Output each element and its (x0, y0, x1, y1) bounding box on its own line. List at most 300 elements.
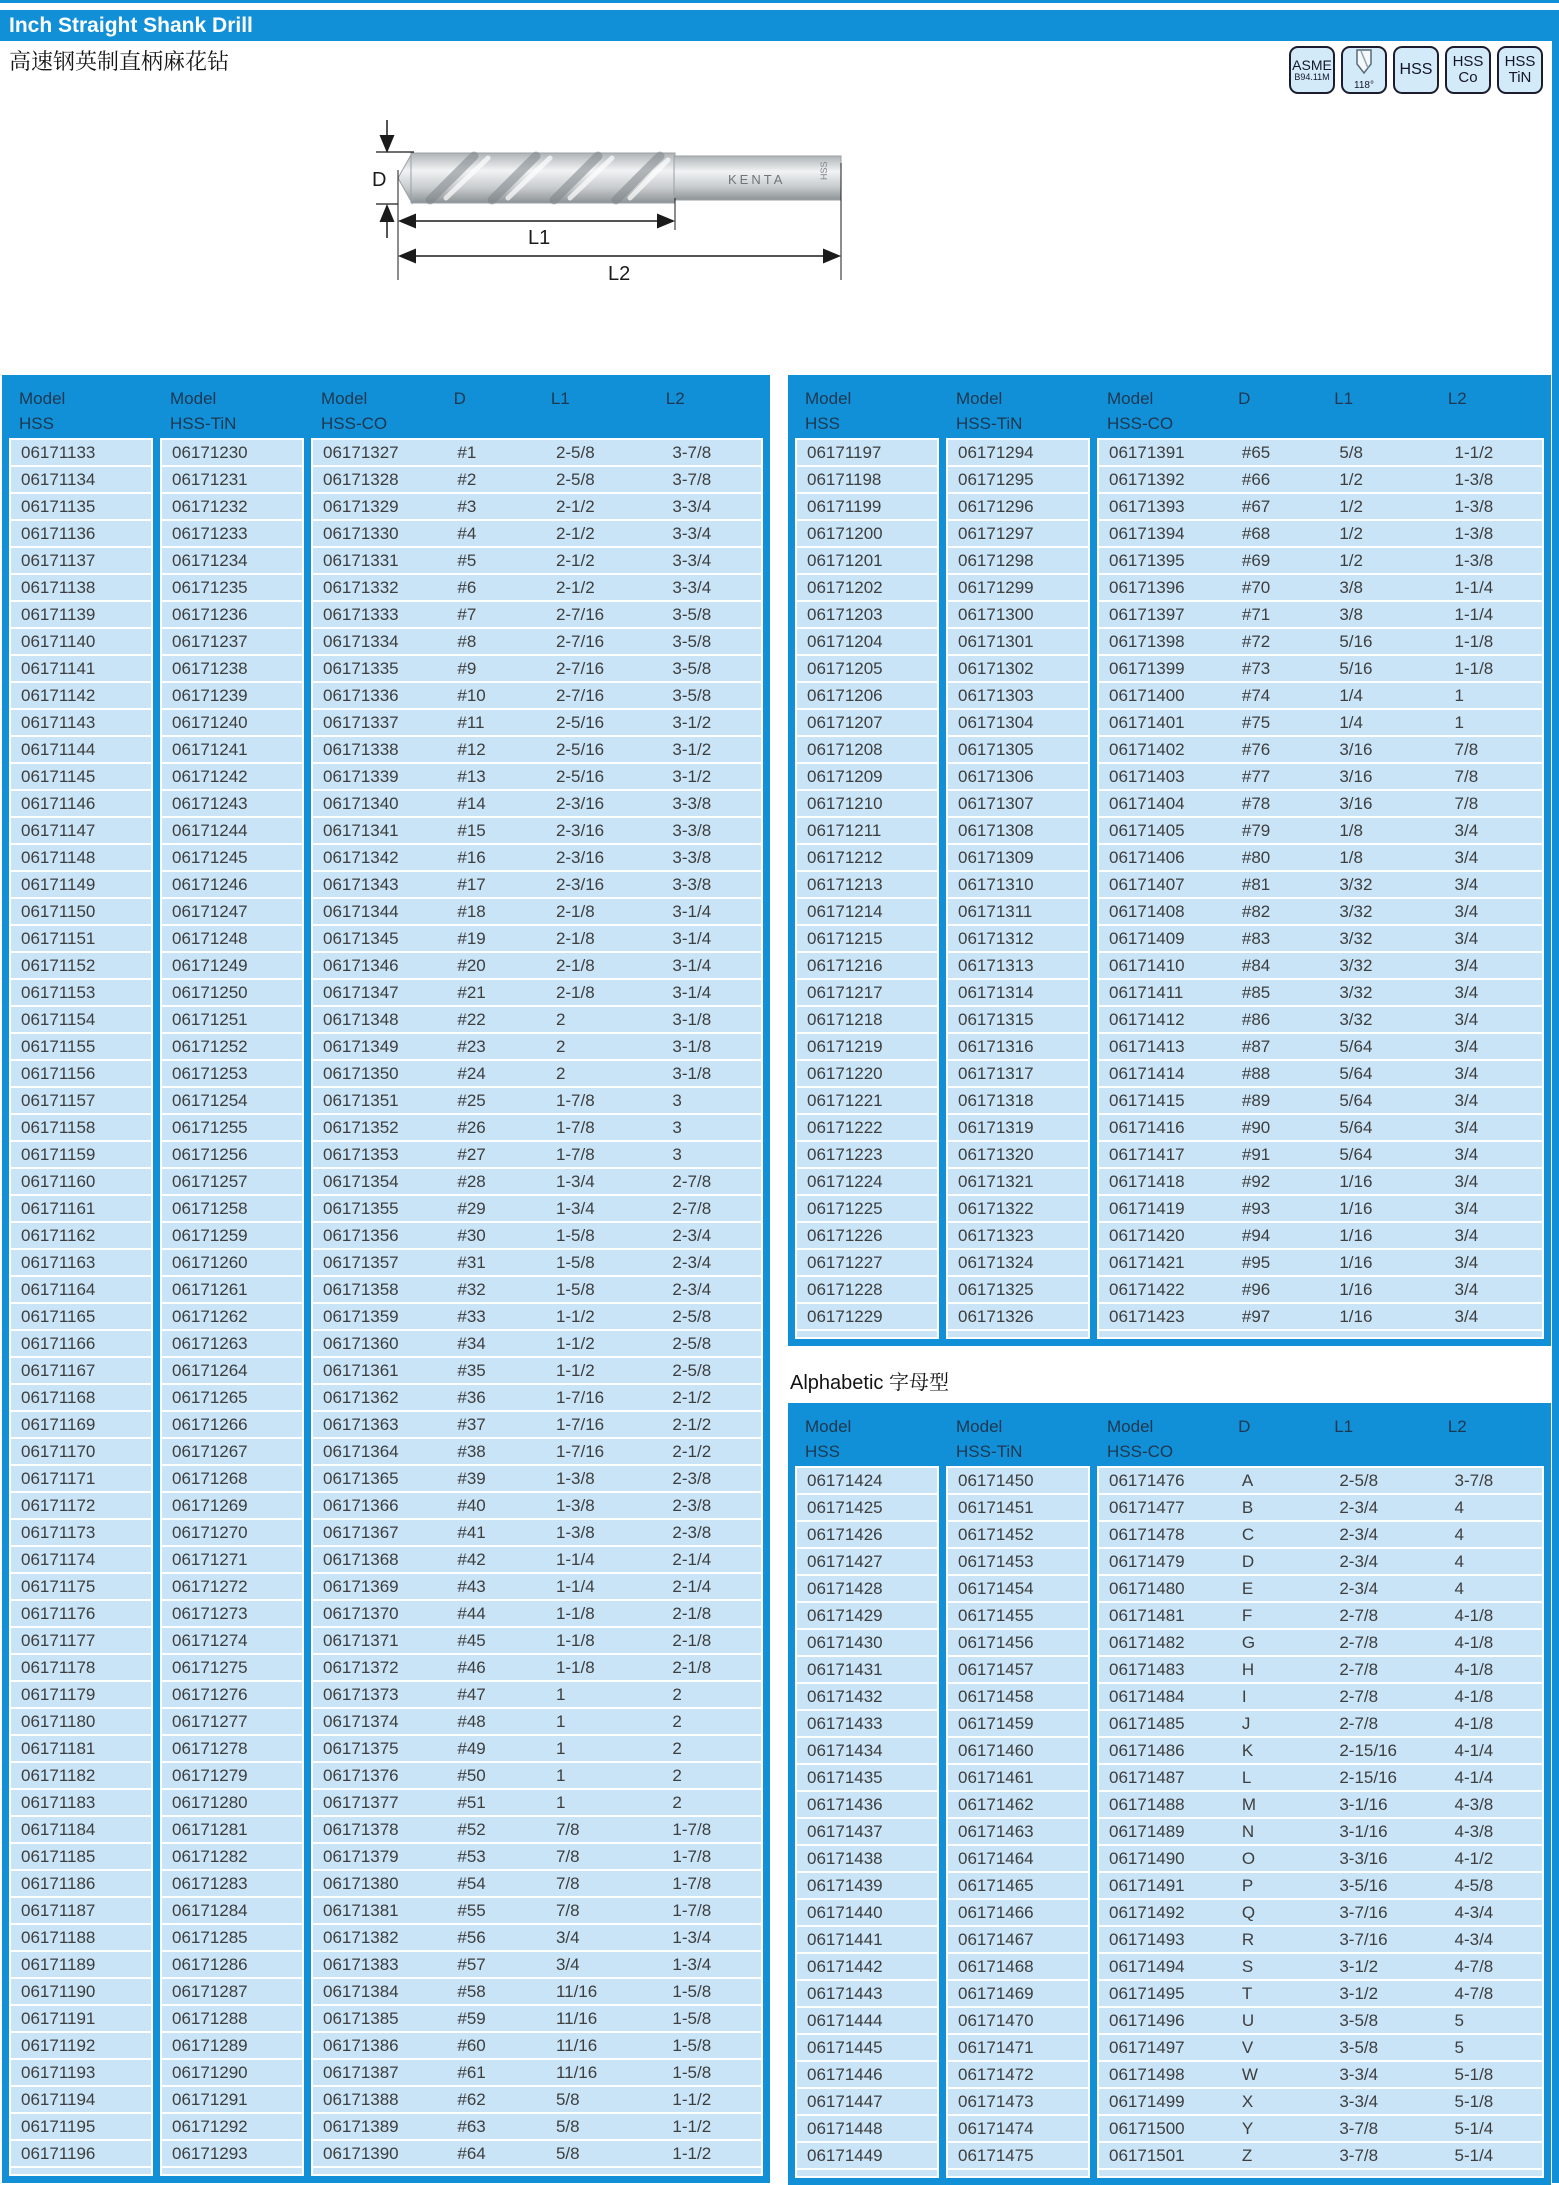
table-cell: 06171485 (1099, 1711, 1232, 1736)
table-cell: 1-3/4 (662, 1925, 761, 1950)
table-cell: 06171300 (948, 602, 1088, 627)
table-row (797, 1819, 937, 1844)
table-cell: 06171382 (313, 1925, 447, 1950)
table-cell: #83 (1232, 926, 1329, 951)
table-cell: 06171191 (11, 2006, 151, 2031)
table-cell: #38 (447, 1439, 546, 1464)
table-cell: 3-1/16 (1329, 1819, 1444, 1844)
table-cell: 06171465 (948, 1873, 1088, 1898)
table-cell: 06171316 (948, 1034, 1088, 1059)
table-cell: 4-1/8 (1445, 1603, 1542, 1628)
table-cell: #77 (1232, 764, 1329, 789)
table-cell: 5-1/4 (1445, 2143, 1542, 2168)
table-row (162, 1223, 302, 1248)
table-cell: 06171280 (162, 1790, 302, 1815)
table-cell: 3-7/8 (1329, 2116, 1444, 2141)
table-row (162, 1628, 302, 1653)
shank-material-mark: HSS (819, 161, 829, 180)
table-cell: 1-5/8 (662, 2033, 761, 2058)
table-cell: 06171217 (797, 980, 937, 1005)
table-row (162, 1871, 302, 1896)
table-cell: 2-1/8 (546, 899, 662, 924)
table-cell: 1-1/8 (546, 1628, 662, 1653)
table-cell: 06171433 (797, 1711, 937, 1736)
table-cell: 2-3/16 (546, 791, 662, 816)
table-row (797, 1468, 937, 1493)
table-row (1099, 467, 1542, 492)
table-cell: E (1232, 1576, 1329, 1601)
table-cell: 7/8 (546, 1871, 662, 1896)
table-row (11, 1304, 151, 1329)
table-cell: 11/16 (546, 1979, 662, 2004)
table-cell: 06171309 (948, 845, 1088, 870)
table-cell: 06171478 (1099, 1522, 1232, 1547)
table-row (797, 1277, 937, 1302)
table-row (162, 2033, 302, 2058)
table-cell: 4 (1445, 1495, 1542, 1520)
table-row (797, 629, 937, 654)
table-row (797, 1954, 937, 1979)
table-cell: 06171170 (11, 1439, 151, 1464)
table-row (797, 440, 937, 465)
table-cell: 06171260 (162, 1250, 302, 1275)
table-cell: 3/4 (1445, 899, 1542, 924)
table-cell: 3-3/4 (662, 548, 761, 573)
table-cell: #85 (1232, 980, 1329, 1005)
table-cell: 06171367 (313, 1520, 447, 1545)
table-cell: 06171500 (1099, 2116, 1232, 2141)
table-row (797, 2062, 937, 2087)
table-cell: 1-1/2 (546, 1304, 662, 1329)
table-cell: 1/16 (1329, 1196, 1444, 1221)
table-row (162, 1817, 302, 1842)
table-row (313, 2006, 761, 2031)
table-cell: #22 (447, 1007, 546, 1032)
table-cell: 06171452 (948, 1522, 1088, 1547)
table-cell: 06171462 (948, 1792, 1088, 1817)
table-cell: 06171467 (948, 1927, 1088, 1952)
table-row (948, 818, 1088, 843)
table-cell: 3/32 (1329, 899, 1444, 924)
table-cell: 06171264 (162, 1358, 302, 1383)
table-row (948, 1711, 1088, 1736)
table-cell: 3 (662, 1088, 761, 1113)
table-row (313, 1547, 761, 1572)
table-cell: 06171156 (11, 1061, 151, 1086)
table-cell: 2-1/8 (662, 1601, 761, 1626)
table-row (1099, 1115, 1542, 1140)
table-row (313, 1223, 761, 1248)
table-row (948, 1873, 1088, 1898)
table-row (313, 1682, 761, 1707)
table-cell: 06171481 (1099, 1603, 1232, 1628)
table-cell: 06171418 (1099, 1169, 1232, 1194)
table-row (11, 1169, 151, 1194)
table-cell: 06171442 (797, 1954, 937, 1979)
table-cell: #86 (1232, 1007, 1329, 1032)
table-cell: 06171427 (797, 1549, 937, 1574)
table-row (948, 494, 1088, 519)
table-row (313, 2087, 761, 2112)
table-cell: 2-1/2 (662, 1385, 761, 1410)
table-cell: B (1232, 1495, 1329, 1520)
table-cell: 2-1/2 (546, 494, 662, 519)
table-row (313, 1007, 761, 1032)
table-row (797, 1873, 937, 1898)
table-cell: #5 (447, 548, 546, 573)
table-row (948, 2008, 1088, 2033)
table-cell: 3-5/16 (1329, 1873, 1444, 1898)
table-row (162, 1925, 302, 1950)
table-cell: 06171268 (162, 1466, 302, 1491)
spec-badges (1289, 46, 1543, 94)
table-row (313, 575, 761, 600)
table-cell: 06171375 (313, 1736, 447, 1761)
table-row (162, 1250, 302, 1275)
table-cell: 06171241 (162, 737, 302, 762)
table-cell: 06171157 (11, 1088, 151, 1113)
table-row (948, 1495, 1088, 1520)
table-row (948, 710, 1088, 735)
table-cell: 06171143 (11, 710, 151, 735)
table-cell: 2-5/8 (662, 1304, 761, 1329)
table-row (797, 2089, 937, 2114)
table-cell: 3-1/4 (662, 980, 761, 1005)
table-cell: #25 (447, 1088, 546, 1113)
table-cell: 06171278 (162, 1736, 302, 1761)
table-cell: 3/4 (1445, 1115, 1542, 1140)
table-cell: 06171339 (313, 764, 447, 789)
table-cell: 06171417 (1099, 1142, 1232, 1167)
table-cell: 1-3/8 (1445, 494, 1542, 519)
table-cell: 2-5/16 (546, 710, 662, 735)
table-row (162, 953, 302, 978)
table-row (313, 2033, 761, 2058)
table-cell: 06171153 (11, 980, 151, 1005)
table-row (11, 1925, 151, 1950)
table-cell: 06171297 (948, 521, 1088, 546)
column-header-hss-co: Model D L1 L2 HSS-CO (1097, 382, 1544, 438)
table-row (948, 2089, 1088, 2114)
table-cell: 06171407 (1099, 872, 1232, 897)
table-row (313, 1304, 761, 1329)
table-row (948, 2143, 1088, 2168)
table-cell: 3-1/8 (662, 1061, 761, 1086)
table-cell: 2-7/8 (1329, 1657, 1444, 1682)
table-row (11, 845, 151, 870)
table-cell: 06171489 (1099, 1819, 1232, 1844)
table-cell: 06171422 (1099, 1277, 1232, 1302)
badge-hss-tin: HSS TiN (1497, 46, 1543, 94)
table-cell: 06171364 (313, 1439, 447, 1464)
table-cell: 06171266 (162, 1412, 302, 1437)
table-cell: 06171392 (1099, 467, 1232, 492)
table-cell: 06171136 (11, 521, 151, 546)
table-row (162, 1088, 302, 1113)
table-cell: 06171405 (1099, 818, 1232, 843)
table-row (948, 1603, 1088, 1628)
table-cell: 06171470 (948, 2008, 1088, 2033)
table-cell: #29 (447, 1196, 546, 1221)
table-cell: 06171348 (313, 1007, 447, 1032)
table-row (1099, 1142, 1542, 1167)
table-cell: 3/4 (546, 1952, 662, 1977)
table-cell: 1 (546, 1763, 662, 1788)
table-row (313, 1034, 761, 1059)
page-title-bar (0, 10, 1559, 41)
table-row (313, 1493, 761, 1518)
table-cell: 1/16 (1329, 1277, 1444, 1302)
table-row (162, 737, 302, 762)
table-cell: 1-3/8 (546, 1520, 662, 1545)
table-row (11, 1520, 151, 1545)
table-row (948, 980, 1088, 1005)
table-row (313, 1466, 761, 1491)
table-cell: 06171393 (1099, 494, 1232, 519)
table-cell: U (1232, 2008, 1329, 2033)
table-row (162, 845, 302, 870)
table-row (11, 1493, 151, 1518)
table-row (162, 2060, 302, 2085)
table-cell: 5/8 (546, 2087, 662, 2112)
table-row (11, 1088, 151, 1113)
table-row (313, 1277, 761, 1302)
table-row (1099, 1034, 1542, 1059)
table-cell: #23 (447, 1034, 546, 1059)
table-cell: 3/4 (1445, 980, 1542, 1005)
table-cell: #78 (1232, 791, 1329, 816)
table-row (797, 2116, 937, 2141)
table-row (797, 1522, 937, 1547)
table-cell: 3/4 (1445, 1196, 1542, 1221)
table-cell: #11 (447, 710, 546, 735)
table-cell: 06171196 (11, 2141, 151, 2166)
table-cell: H (1232, 1657, 1329, 1682)
table-cell: 06171244 (162, 818, 302, 843)
table-cell: 3/4 (1445, 926, 1542, 951)
table-row (797, 1684, 937, 1709)
table-row (11, 1601, 151, 1626)
table-row (1099, 1711, 1542, 1736)
table-cell: #45 (447, 1628, 546, 1653)
table-cell: 4 (1445, 1549, 1542, 1574)
table-cell: 1-3/4 (546, 1196, 662, 1221)
table-row (162, 1655, 302, 1680)
table-cell: 06171363 (313, 1412, 447, 1437)
table-row (162, 467, 302, 492)
table-cell: 3-7/8 (1445, 1468, 1542, 1493)
table-cell: 1-5/8 (662, 2006, 761, 2031)
table-cell: 06171409 (1099, 926, 1232, 951)
table-row (313, 521, 761, 546)
table-row (797, 1765, 937, 1790)
table-cell: 1-1/4 (546, 1547, 662, 1572)
table-cell: 06171448 (797, 2116, 937, 2141)
table-cell: 3-5/8 (662, 656, 761, 681)
table-cell: 1-7/8 (662, 1844, 761, 1869)
table-cell: 06171211 (797, 818, 937, 843)
table-cell: 3-7/8 (662, 440, 761, 465)
subtable-hss-co-dims (311, 382, 763, 2176)
table-cell: 2-1/8 (546, 953, 662, 978)
table-row (1099, 1846, 1542, 1871)
table-row (11, 1223, 151, 1248)
table-row (1099, 494, 1542, 519)
table-row (313, 818, 761, 843)
table-row (11, 683, 151, 708)
table-cell: 5/64 (1329, 1034, 1444, 1059)
table-cell: I (1232, 1684, 1329, 1709)
table-cell: 06171434 (797, 1738, 937, 1763)
table-cell: C (1232, 1522, 1329, 1547)
table-row (797, 737, 937, 762)
table-row (1099, 1738, 1542, 1763)
table-row (313, 1736, 761, 1761)
table-cell: 2-3/16 (546, 818, 662, 843)
table-cell: 06171411 (1099, 980, 1232, 1005)
table-cell: 1-3/4 (546, 1169, 662, 1194)
table-row (11, 602, 151, 627)
table-row (313, 1520, 761, 1545)
table-row (11, 575, 151, 600)
table-cell: 2-5/8 (1329, 1468, 1444, 1493)
table-cell: 06171369 (313, 1574, 447, 1599)
table-cell: 06171379 (313, 1844, 447, 1869)
table-cell: 06171444 (797, 2008, 937, 2033)
table-cell: 06171192 (11, 2033, 151, 2058)
table-cell: 06171188 (11, 1925, 151, 1950)
table-cell: #73 (1232, 656, 1329, 681)
table-cell: 06171140 (11, 629, 151, 654)
table-cell: 06171204 (797, 629, 937, 654)
table-row (1099, 899, 1542, 924)
table-cell: 06171227 (797, 1250, 937, 1275)
table-cell: 3-1/4 (662, 926, 761, 951)
table-cell: 06171368 (313, 1547, 447, 1572)
table-cell: 06171398 (1099, 629, 1232, 654)
table-cell: 06171469 (948, 1981, 1088, 2006)
table-cell: 5/8 (1329, 440, 1444, 465)
table-cell: 5 (1445, 2008, 1542, 2033)
table-row (162, 494, 302, 519)
table-row (162, 926, 302, 951)
table-cell: 1 (1445, 710, 1542, 735)
table-row (797, 1981, 937, 2006)
table-cell: 06171340 (313, 791, 447, 816)
table-row (313, 1763, 761, 1788)
table-cell: 3-7/8 (1329, 2143, 1444, 2168)
table-cell: 06171312 (948, 926, 1088, 951)
table-cell: 3/4 (546, 1925, 662, 1950)
table-cell: 4-1/8 (1445, 1630, 1542, 1655)
table-cell: 2-1/8 (662, 1628, 761, 1653)
table-cell: 2-1/2 (546, 575, 662, 600)
table-cell: 5/16 (1329, 656, 1444, 681)
table-cell: 2-1/4 (662, 1574, 761, 1599)
table-cell: 06171370 (313, 1601, 447, 1626)
table-row (797, 467, 937, 492)
top-rule (0, 0, 1559, 3)
table-row (162, 1358, 302, 1383)
table-row (948, 926, 1088, 951)
table-cell: D (1232, 1549, 1329, 1574)
table-cell: 06171328 (313, 467, 447, 492)
table-cell: 1/8 (1329, 818, 1444, 843)
table-row (11, 1844, 151, 1869)
table-cell: #62 (447, 2087, 546, 2112)
table-cell: 4-7/8 (1445, 1954, 1542, 1979)
table-cell: 2-1/2 (662, 1412, 761, 1437)
table-row (313, 1115, 761, 1140)
table-cell: #67 (1232, 494, 1329, 519)
table-row (797, 1250, 937, 1275)
table-row (11, 2006, 151, 2031)
table-cell: 06171247 (162, 899, 302, 924)
table-cell: 3/16 (1329, 764, 1444, 789)
table-cell: 06171410 (1099, 953, 1232, 978)
table-row (11, 872, 151, 897)
table-cell: #18 (447, 899, 546, 924)
table-cell: #68 (1232, 521, 1329, 546)
table-row (313, 1601, 761, 1626)
table-cell: 06171404 (1099, 791, 1232, 816)
table-cell: 06171273 (162, 1601, 302, 1626)
table-cell: 06171228 (797, 1277, 937, 1302)
table-row (162, 2141, 302, 2166)
table-cell: 2-1/8 (546, 926, 662, 951)
table-cell: 06171436 (797, 1792, 937, 1817)
table-cell: 11/16 (546, 2033, 662, 2058)
table-divider (939, 1410, 946, 2178)
table-cell: 06171362 (313, 1385, 447, 1410)
table-row (948, 1196, 1088, 1221)
column-header-hss-tin: Model HSS-TiN (946, 1410, 1090, 1466)
table-row (1099, 1277, 1542, 1302)
table-row (11, 1142, 151, 1167)
table-row (162, 683, 302, 708)
table-cell: 06171359 (313, 1304, 447, 1329)
table-cell: 06171292 (162, 2114, 302, 2139)
table-row (313, 1385, 761, 1410)
table-row (1099, 1549, 1542, 1574)
table-row (162, 1034, 302, 1059)
table-row (162, 980, 302, 1005)
table-cell: 06171461 (948, 1765, 1088, 1790)
table-cell: 06171197 (797, 440, 937, 465)
table-row (11, 1952, 151, 1977)
table-cell: 5-1/4 (1445, 2116, 1542, 2141)
table-cell: 06171150 (11, 899, 151, 924)
table-cell: 2-3/4 (662, 1223, 761, 1248)
table-cell: #64 (447, 2141, 546, 2166)
table-row (1099, 1603, 1542, 1628)
table-row (11, 1574, 151, 1599)
table-cell: 06171420 (1099, 1223, 1232, 1248)
table-cell: #89 (1232, 1088, 1329, 1113)
table-cell: 06171174 (11, 1547, 151, 1572)
table-row (797, 1115, 937, 1140)
table-cell: 06171402 (1099, 737, 1232, 762)
table-row (797, 1657, 937, 1682)
table-row (948, 1981, 1088, 2006)
table-row (1099, 845, 1542, 870)
table-row (11, 2033, 151, 2058)
table-row (1099, 1061, 1542, 1086)
table-cell: 3-3/16 (1329, 1846, 1444, 1871)
table-row (162, 1061, 302, 1086)
table-cell: Y (1232, 2116, 1329, 2141)
table-cell: 4-1/8 (1445, 1711, 1542, 1736)
